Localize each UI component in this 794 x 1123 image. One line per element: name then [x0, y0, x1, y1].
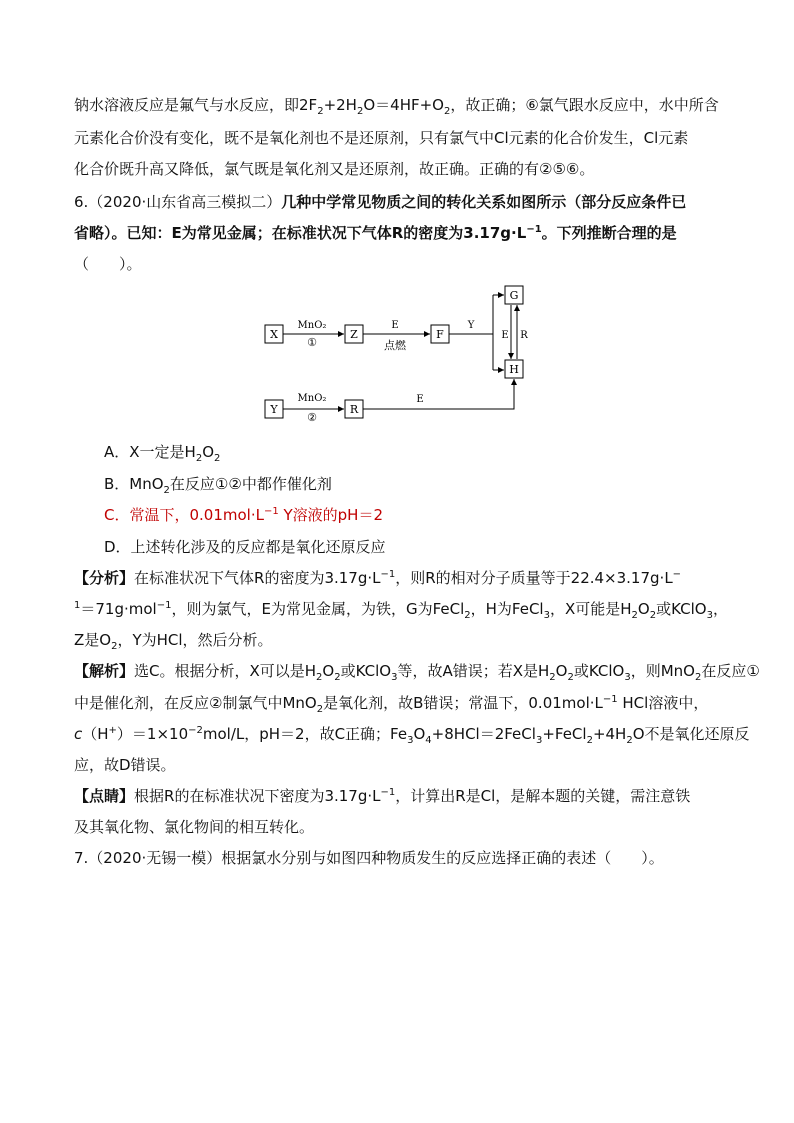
- arrow4-catalyst: MnO₂: [297, 393, 327, 404]
- reaction-diagram: [262, 283, 534, 426]
- analysis-line-1: 【分析】在标准状况下气体R的密度为$3.17g\cdot L^{-1}$，则R的相对分子质量等于22.4×3.17g·L−: [74, 569, 682, 587]
- label-x: X: [270, 328, 278, 341]
- option-c[interactable]: C．常温下，$0.01mol\cdot L^{-1}$ Y溶液的pH＝2: [104, 506, 383, 524]
- solution-line-4: 应，故D错误。: [74, 756, 176, 774]
- intro-line-1: 钠水溶液反应是氟气与水反应，即$2F_2+2H_2O=4HF+O_2$，故正确；⑥氯气跟水反应中，水中所含: [74, 96, 719, 117]
- label-g: G: [509, 289, 519, 302]
- arrow2-condition: 点燃: [384, 339, 406, 352]
- arrow1-number: ①: [307, 336, 317, 349]
- option-b[interactable]: B．MnO$_2$在反应①②中都作催化剂: [104, 475, 332, 496]
- q6-line-3: （ ）。: [74, 255, 142, 273]
- arrow4-number: ②: [307, 411, 317, 424]
- comment-line-2: 及其氧化物、氯化物间的相互转化。: [74, 818, 315, 836]
- intro-line-3: 化合价既升高又降低，氯气既是氧化剂又是还原剂，故正确。正确的有②⑤⑥。: [74, 160, 595, 178]
- label-r-box: R: [349, 403, 359, 416]
- option-a[interactable]: A．X一定是$H_2O_2$: [104, 443, 221, 464]
- gh-arrow-e: E: [501, 330, 509, 341]
- arrow3-reagent: Y: [467, 320, 475, 331]
- label-z: Z: [350, 328, 358, 341]
- arrow5-reagent: E: [416, 394, 424, 405]
- q6-line-1: 6.（2020·山东省高三模拟二）几种中学常见物质之间的转化关系如图所示（部分反应条件已: [74, 193, 687, 211]
- analysis-line-3: Z是$O_2$，Y为HCl，然后分析。: [74, 631, 273, 652]
- label-y-box: Y: [270, 403, 278, 416]
- arrow1-catalyst: MnO₂: [297, 320, 327, 331]
- comment-line-1: 【点睛】根据R的在标准状况下密度为$3.17g\cdot L^{-1}$，计算出R是Cl，是解本题的关键，需注意铁: [74, 787, 691, 805]
- q7-line: 7.（2020·无锡一模）根据氯水分别与如图四种物质发生的反应选择正确的表述（ ）。: [74, 849, 664, 867]
- solution-line-2: 中是催化剂，在反应②制氯气中MnO$_2$是氧化剂，故B错误；常温下，$0.01mol\cdot L^{-1}$ HCl溶液中，: [74, 694, 709, 715]
- label-f: F: [436, 328, 444, 341]
- solution-line-3: $c(H^+)=1\times 10^{-2}mol/L$，pH＝2，故C正确；$Fe_3O_4+8HCl=2FeCl_3+FeCl_2+4H_2O$不是氧化还原反: [74, 725, 750, 746]
- q6-line-2: 省略）。已知：E为常见金属；在标准状况下气体R的密度为$3.17g\cdot L^{-1}$。下列推断合理的是: [74, 224, 677, 242]
- analysis-line-2: $^1$＝71g·mol$^{-1}$，则为氯气，E为常见金属，为铁，G为FeCl$_2$，H为FeCl$_3$，X可能是$H_2O_2$或KClO$_3$，: [74, 600, 728, 621]
- option-d[interactable]: D．上述转化涉及的反应都是氧化还原反应: [104, 538, 386, 556]
- arrow2-reagent: E: [391, 320, 399, 331]
- intro-line-2: 元素化合价没有变化，既不是氧化剂也不是还原剂，只有氯气中Cl元素的化合价发生，Cl元素: [74, 129, 689, 147]
- solution-line-1: 【解析】选C。根据分析，X可以是$H_2O_2$或KClO$_3$等，故A错误；若X是$H_2O_2$或KClO$_3$，则MnO$_2$在反应①: [74, 662, 760, 683]
- gh-arrow-r: R: [520, 330, 528, 341]
- label-h: H: [509, 363, 519, 376]
